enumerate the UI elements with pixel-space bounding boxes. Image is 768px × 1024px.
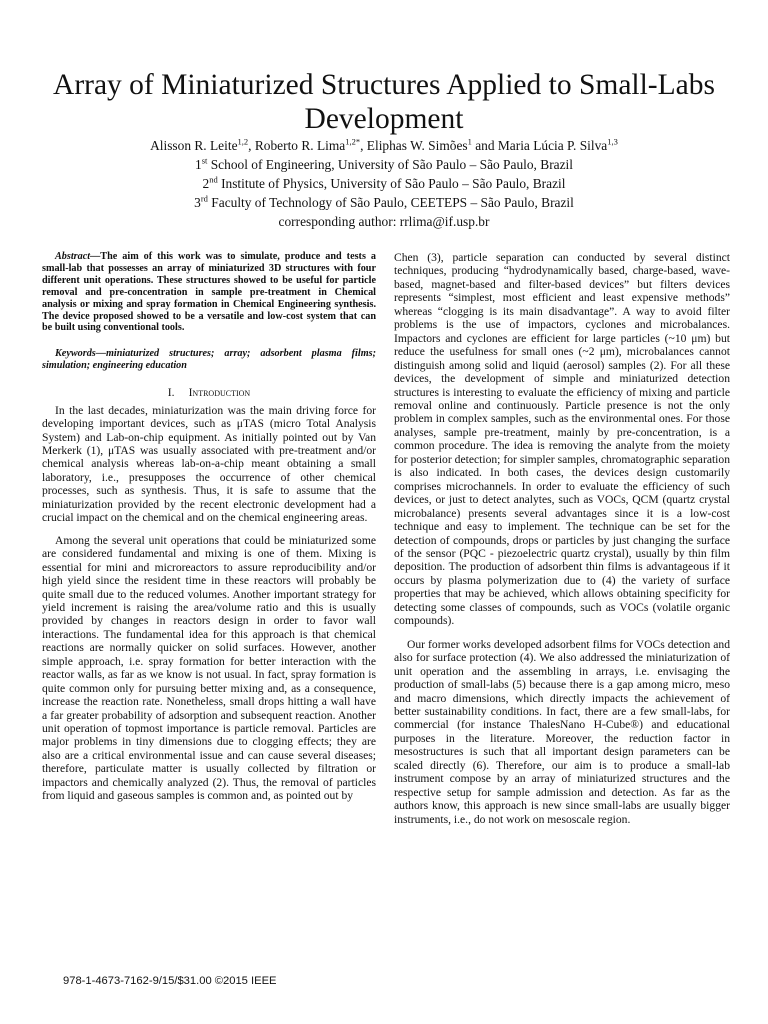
copyright-footer: 978-1-4673-7162-9/15/$31.00 ©2015 IEEE — [63, 975, 277, 987]
author-affiliation-mark: 1 — [467, 136, 472, 147]
abstract — [42, 251, 376, 334]
keywords-text: miniaturized structures; array; adsorbent plasma films; simulation; engineering education — [42, 348, 376, 372]
keywords-label: Keywords— — [55, 348, 106, 360]
author-list: Alisson R. Leite$^{1,2}$, Roberto R. Lima$^{1,2*}$, Eliphas W. Simões$^1$ and Maria Lúcia P. Silva$^{1,3}$ — [150, 136, 618, 153]
body-paragraph: In the last decades, miniaturization was the main driving force for developing important devices, such as μTAS (micro Total Analysis System) and Lab-on-chip equipment. As initially pointed out by Van Merkerk (1), μTAS was usually associated with pre-treatment and/or chemical analysis whereas lab-on-a-chip meant obtaining a small laboratory, i.e., presupposes the occurrence of other chemical processes, such as synthesis. Thus, it is safe to assume that the miniaturization provided by the recent electronic development had a crucial impact on the chemical and on the chemical engineering areas. — [42, 403, 376, 525]
affiliation-line: 2nd Institute of Physics, University of São Paulo – São Paulo, Brazil — [202, 174, 566, 191]
abstract-label: Abstract— — [55, 251, 101, 262]
section-number: I. — [167, 386, 175, 400]
corresponding-author: corresponding author: rrlima@if.usp.br — [278, 214, 490, 229]
section-heading — [42, 386, 376, 399]
body-paragraph: Our former works developed adsorbent films for VOCs detection and also for surface protection (4). We also addressed the miniaturization of unit operation and the assembling in arrays, i.e. envisaging the production of small-labs (5) because there is a gap among micro, meso and macro dimensions, which directly impacts the achievement of better sustainability conditions. In fact, there are a few small-labs, for commercial (for instance ThalesNano H-Cube®) and educational purposes in the literature. Moreover, the reduction factor in mesostructures is such that all important design parameters can be scaled directly (6). Therefore, our aim is to produce a small-lab instrument compose by an array of miniaturized structures and the respective setup for sample admission and detection. As far as the authors know, this approach is new since small-labs are usually bigger instruments, i.e., do not work on mesoscale region. — [394, 637, 730, 826]
right-column — [394, 251, 730, 826]
author-affiliation-mark: 1,2* — [345, 136, 361, 147]
left-column — [42, 251, 376, 803]
abstract-text: The aim of this work was to simulate, produce and tests a small-lab that possesses an array of miniaturized 3D structures with four different unit operations. These structures showed to be useful for particle removal and pre-concentration in sample pre-treatment in Chemical analysis or mixing and spray formation in Chemical Engineering synthesis. The device proposed showed to be a versatile and low-cost system that can be built using conventional tools. — [42, 251, 376, 334]
author-block — [40, 136, 728, 231]
body-paragraph: Chen (3), particle separation can conducted by several distinct techniques, producing “hydrodynamically based, charge-based, wave-based, magnet-based and filter-based devices” but filters devices represents “simplest, most efficient and least expensive methods” whereas “clogging is its main disadvantage”. A way to avoid filter problems is the use of impactors, cyclones and microbalances. Impactors and cyclones are efficient for large particles (~10 μm) but reduce the usefulness for small ones (~2 μm), microbalances cannot distinguish among solid and liquid (aerosol) samples (2). For all these devices, the development of simple and miniaturized detection structures is interesting to evaluate the efficiency of mixing and particle removal online and continuously. Particle presence is not the only problem in complex samples, such as the environmental ones. For those analyses, sample pre-treatment, mainly by pre-concentration, is a common procedure. The idea is removing the analyte from the moiety for posterior detection; for simpler samples, chromatographic separation is also indicated. In both cases, the devices design customarily comprises microchannels. In order to evaluate the efficiency of such devices, or just to detect analytes, such as VOCs, QCM (quartz crystal microbalance) presents several advantages since it is a low-cost technique and easy to implement. The technique can be set for the detection of compounds, drops or particles by just changing the surface of the sensor (PQC - piezoelectric quartz crystal), usually by thin film deposition. The production of adsorbent thin films is advantageous if it occurs by plasma polymerization due to (4) the variety of surface properties that may be achieved, which allows obtaining specificity for detecting some classes of compounds, such as VOCs (volatile organic compounds). — [394, 251, 730, 628]
paper-title: Array of Miniaturized Structures Applied to Small-Labs Development — [53, 69, 715, 135]
section-title: Introduction — [188, 386, 251, 400]
author-name: Eliphas W. Simões — [366, 138, 468, 153]
body-paragraph: Among the several unit operations that could be miniaturized some are considered fundamental and mixing is one of them. Mixing is essential for mini and microreactors to assure reproducibility and/or high yield since the resident time in these reactors will probably be quite small due to the reduced volumes. Another important strategy for yield increment is raising the area/volume ratio and this is usually provided by changes in reactors design in order to favor wall interactions. The fundamental idea for this approach is that chemical reactions are normally quicker on solid surfaces. However, another simple approach, i.e. spray formation for better interaction with the reactor walls, as far as we know is not usual. In fact, spray formation is quite common only for pursuing better mixing and, as a consequence, increase the reaction rate. Nonetheless, small drops hitting a wall have a far greater probability of adsorption and subsequent reaction. Another unit operation of topmost importance is particle removal. Particles are major problems in tiny dimensions due to clogging effects; they are also are a critical environmental issue and can cause several diseases; therefore, particulate matter is usually collected by filtration or impactors and chemically analyzed (2). Thus, the removal of particles from liquid and gaseous samples is common and, as pointed out by — [42, 533, 376, 803]
affiliation-line: 3rd Faculty of Technology of São Paulo, CEETEPS – São Paulo, Brazil — [194, 193, 574, 210]
author-name: and Maria Lúcia P. Silva — [475, 138, 608, 153]
author-name: Roberto R. Lima — [254, 138, 346, 153]
keywords — [42, 348, 376, 372]
author-affiliation-mark: 1,3 — [607, 136, 618, 147]
author-name: Alisson R. Leite — [150, 138, 238, 153]
affiliation-line: 1st School of Engineering, University of São Paulo – São Paulo, Brazil — [195, 155, 573, 172]
author-affiliation-mark: 1,2 — [237, 136, 249, 147]
